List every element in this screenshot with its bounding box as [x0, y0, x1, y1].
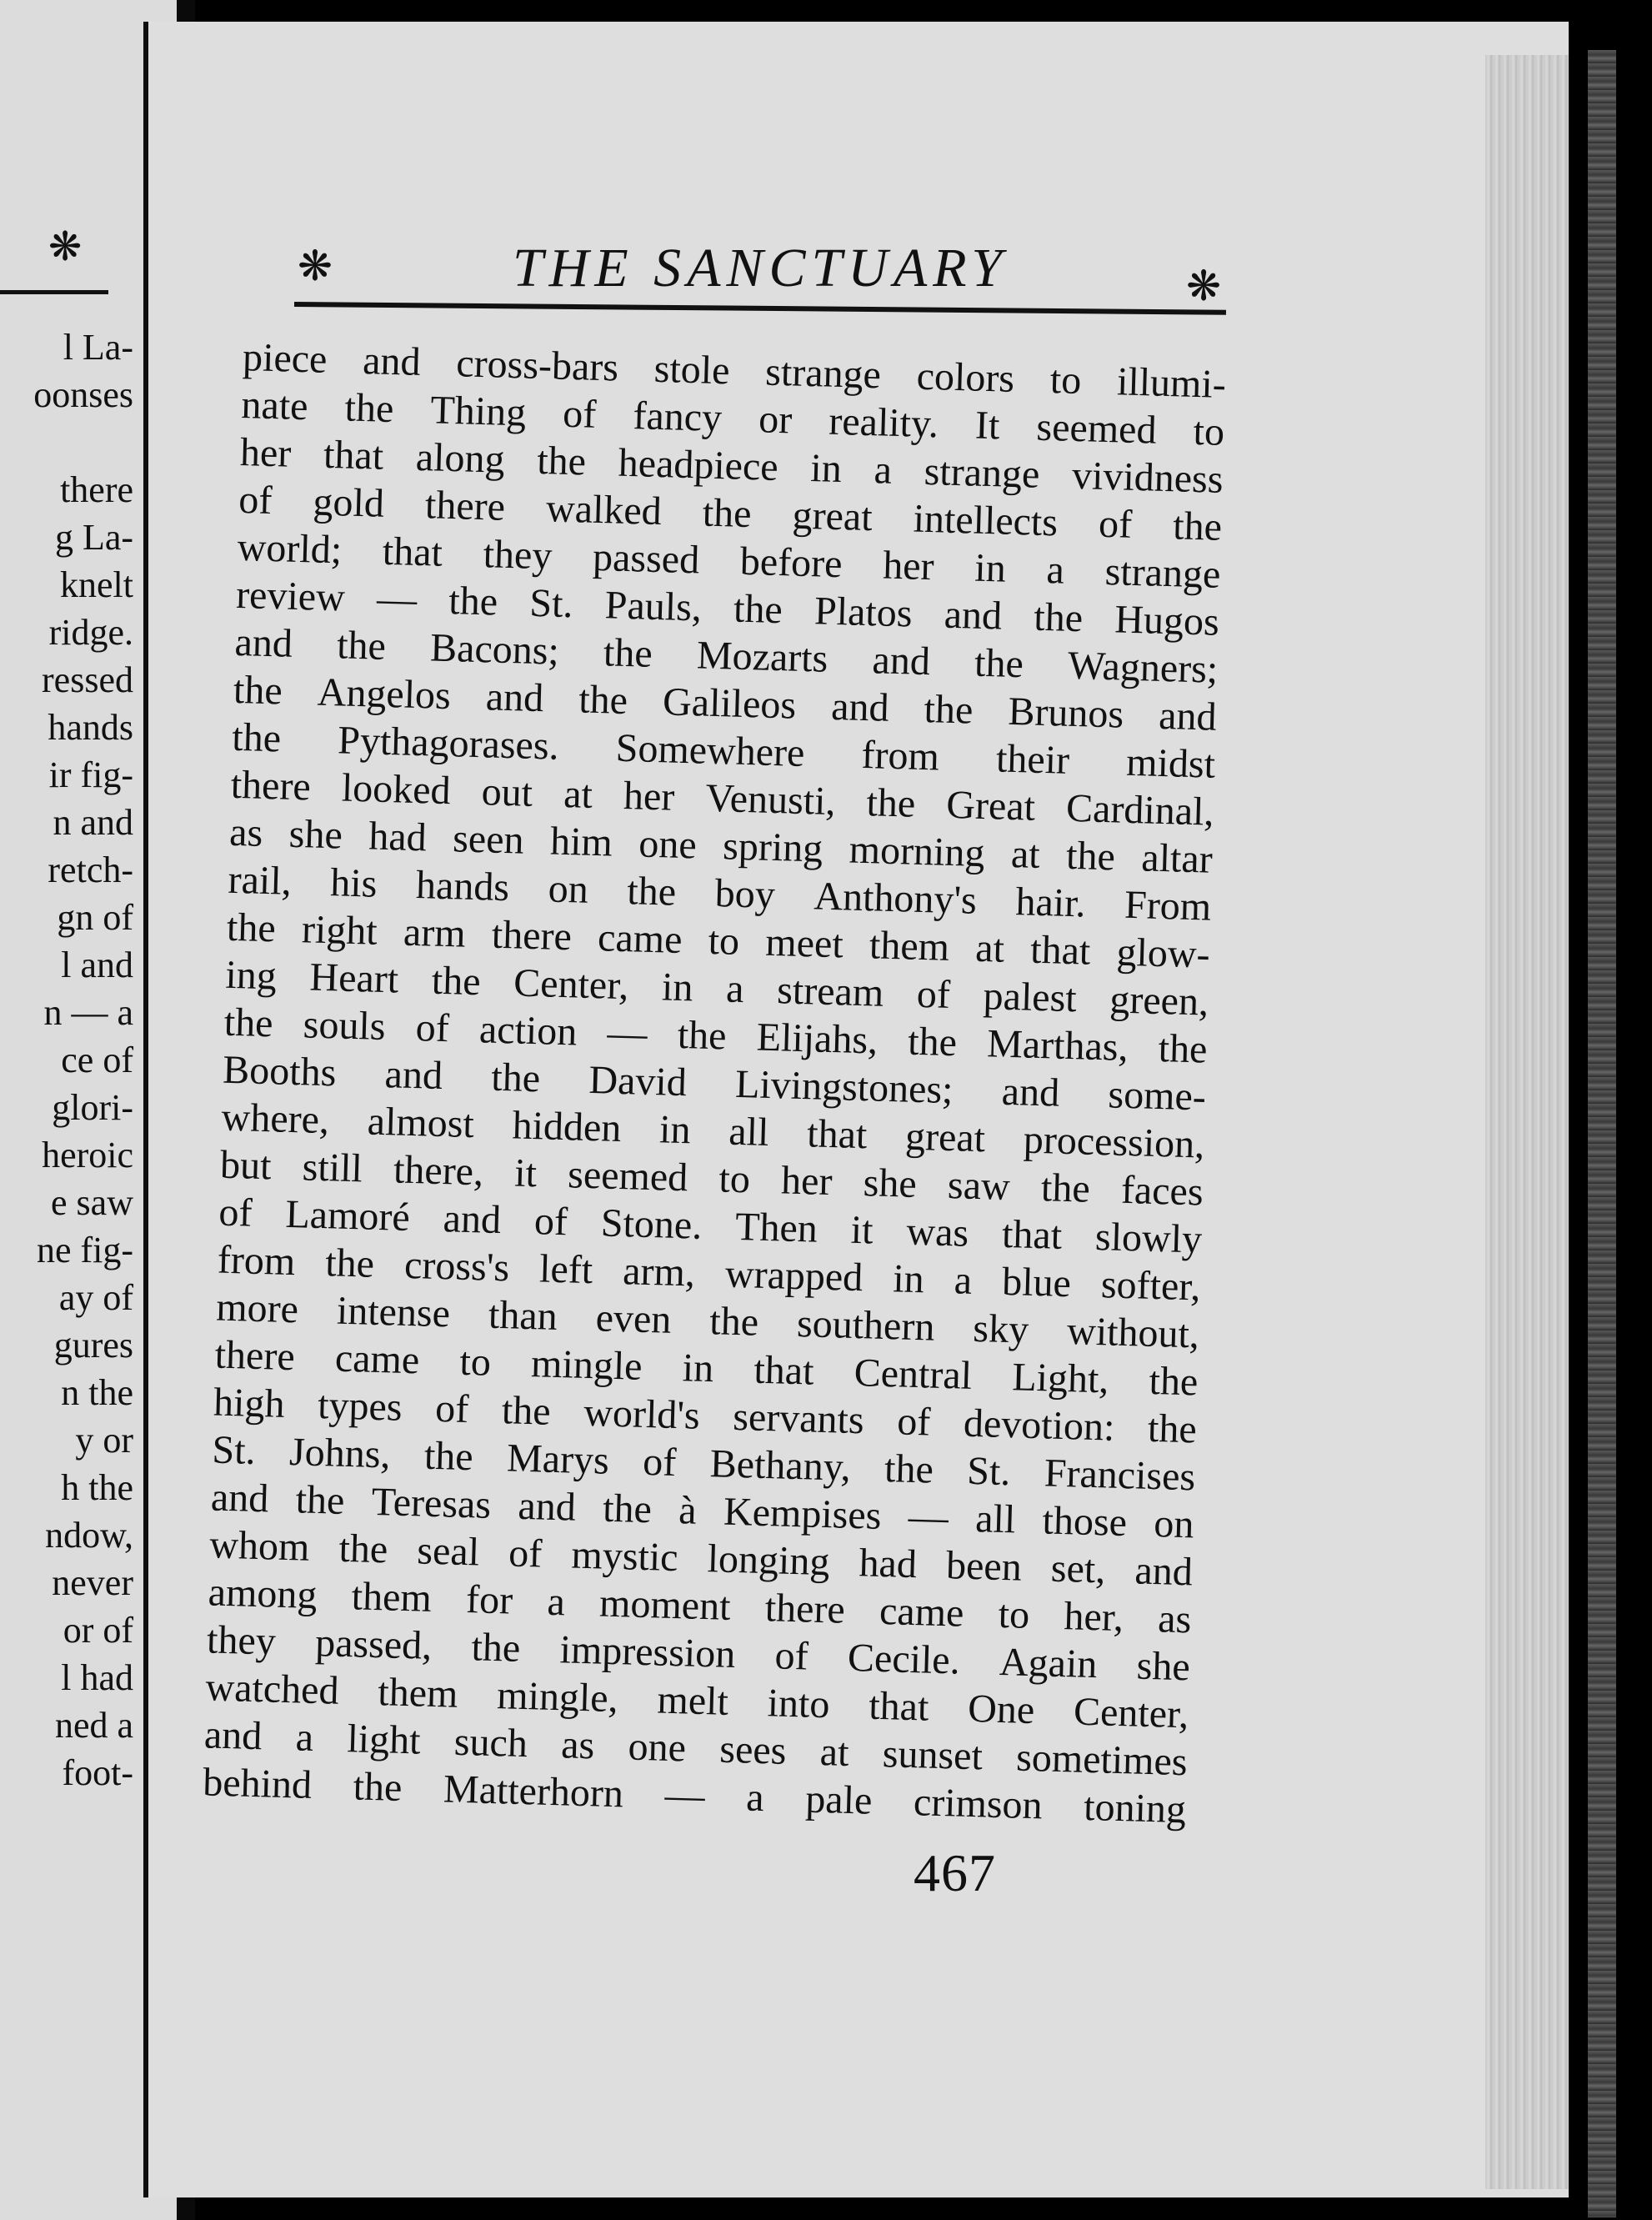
- body-line: high types of the world's servants of devotion: the: [213, 1380, 1198, 1452]
- body-line: and the Bacons; the Mozarts and the Wagners;: [233, 619, 1219, 692]
- body-line: review — the St. Pauls, the Platos and the Hugos: [235, 572, 1220, 644]
- left-page-line: there: [60, 469, 133, 510]
- left-page-line: never: [52, 1562, 133, 1603]
- left-page-line: l La-: [63, 327, 133, 368]
- body-line: world; that they passed before her in a strange: [237, 524, 1222, 597]
- running-title: THE SANCTUARY: [512, 238, 1009, 298]
- page-number: 467: [914, 1843, 996, 1902]
- left-page-line: [0, 418, 133, 466]
- fleuron-ornament-icon: ❋: [1186, 262, 1221, 310]
- body-line: Booths and the David Livingstones; and some-: [222, 1047, 1207, 1120]
- left-page-line: heroic: [42, 1135, 133, 1175]
- left-page-line: ressed: [42, 659, 133, 700]
- left-page-line: or of: [63, 1610, 133, 1651]
- body-line: where, almost hidden in all that great procession,: [220, 1095, 1205, 1167]
- left-page-line: ay of: [58, 1277, 133, 1318]
- left-page-line: ne fig-: [36, 1230, 133, 1270]
- body-line: there came to mingle in that Central Light, the: [214, 1332, 1199, 1405]
- book-spine-strip: [1588, 50, 1616, 2217]
- left-page-line: glori-: [52, 1087, 133, 1128]
- left-page-line: l had: [61, 1657, 133, 1698]
- left-page-line: retch-: [48, 849, 133, 890]
- body-line: ing Heart the Center, in a stream of palest green,: [224, 952, 1209, 1025]
- left-page-line: n the: [61, 1372, 133, 1413]
- left-page-line: ned a: [54, 1705, 133, 1746]
- left-page-line: ir fig-: [48, 754, 133, 795]
- left-page-line: ndow,: [45, 1515, 133, 1556]
- fleuron-ornament-icon: ❋: [298, 242, 333, 290]
- body-line: whom the seal of mystic longing had been set, and: [208, 1522, 1194, 1595]
- body-line: nate the Thing of fancy or reality. It seemed to: [240, 382, 1225, 454]
- left-page-line: n and: [53, 802, 133, 843]
- left-page-line: knelt: [60, 564, 133, 605]
- body-line: the souls of action — the Elijahs, the Marthas, the: [223, 1000, 1209, 1072]
- body-line: of gold there walked the great intellects of the: [238, 477, 1223, 549]
- body-line: and the Teresas and the à Kempises — all those on: [210, 1475, 1195, 1547]
- left-page-line: ce of: [61, 1040, 133, 1080]
- body-line: there looked out at her Venusti, the Great Cardinal,: [230, 762, 1215, 834]
- left-page-line: gn of: [57, 897, 133, 938]
- body-line: they passed, the impression of Cecile. Again she: [206, 1617, 1191, 1690]
- body-line: her that along the headpiece in a strange vividness: [239, 429, 1224, 502]
- body-line: from the cross's left arm, wrapped in a blue softer,: [217, 1237, 1202, 1310]
- left-page-line: foot-: [62, 1752, 133, 1793]
- body-line: more intense than even the southern sky without,: [215, 1285, 1200, 1357]
- body-line: the Pythagorases. Somewhere from their midst: [231, 714, 1216, 787]
- fleuron-ornament-icon: ❋: [48, 223, 83, 270]
- left-page-line: oonses: [33, 374, 133, 415]
- body-line: watched them mingle, melt into that One Center,: [204, 1665, 1189, 1737]
- page-header: [294, 223, 1226, 323]
- body-text: [203, 333, 1227, 1833]
- body-line: rail, his hands on the boy Anthony's hair. From: [227, 857, 1212, 930]
- left-page-line: n — a: [43, 992, 133, 1033]
- body-line: but still there, it seemed to her she saw the faces: [219, 1142, 1204, 1215]
- body-line: and a light such as one sees at sunset sometimes: [203, 1712, 1189, 1785]
- left-page-line: gures: [53, 1325, 133, 1366]
- left-header-rule: [0, 290, 108, 294]
- body-line: behind the Matterhorn — a pale crimson toning: [202, 1760, 1187, 1832]
- left-page-line: ridge.: [48, 612, 133, 653]
- body-line: as she had seen him one spring morning at the altar: [228, 809, 1214, 882]
- left-page-line: hands: [48, 707, 133, 748]
- body-line: the right arm there came to meet them at that glow-: [226, 905, 1211, 977]
- body-line: among them for a moment there came to her, as: [208, 1570, 1193, 1642]
- page-edges: [1485, 55, 1569, 2189]
- body-line: St. Johns, the Marys of Bethany, the St. Francises: [211, 1427, 1196, 1500]
- left-page-line: l and: [61, 945, 133, 985]
- left-page-text-fragments: [0, 323, 133, 1797]
- body-line: the Angelos and the Galileos and the Brunos and: [233, 667, 1218, 739]
- left-page-line: e saw: [51, 1182, 133, 1223]
- left-page-line: y or: [75, 1420, 133, 1461]
- body-line: piece and cross-bars stole strange colors to illumi-: [242, 334, 1227, 407]
- left-page-line: g La-: [54, 517, 133, 558]
- header-rule: [294, 302, 1226, 315]
- left-page-line: h the: [61, 1467, 133, 1508]
- body-line: of Lamoré and of Stone. Then it was that slowly: [218, 1190, 1203, 1262]
